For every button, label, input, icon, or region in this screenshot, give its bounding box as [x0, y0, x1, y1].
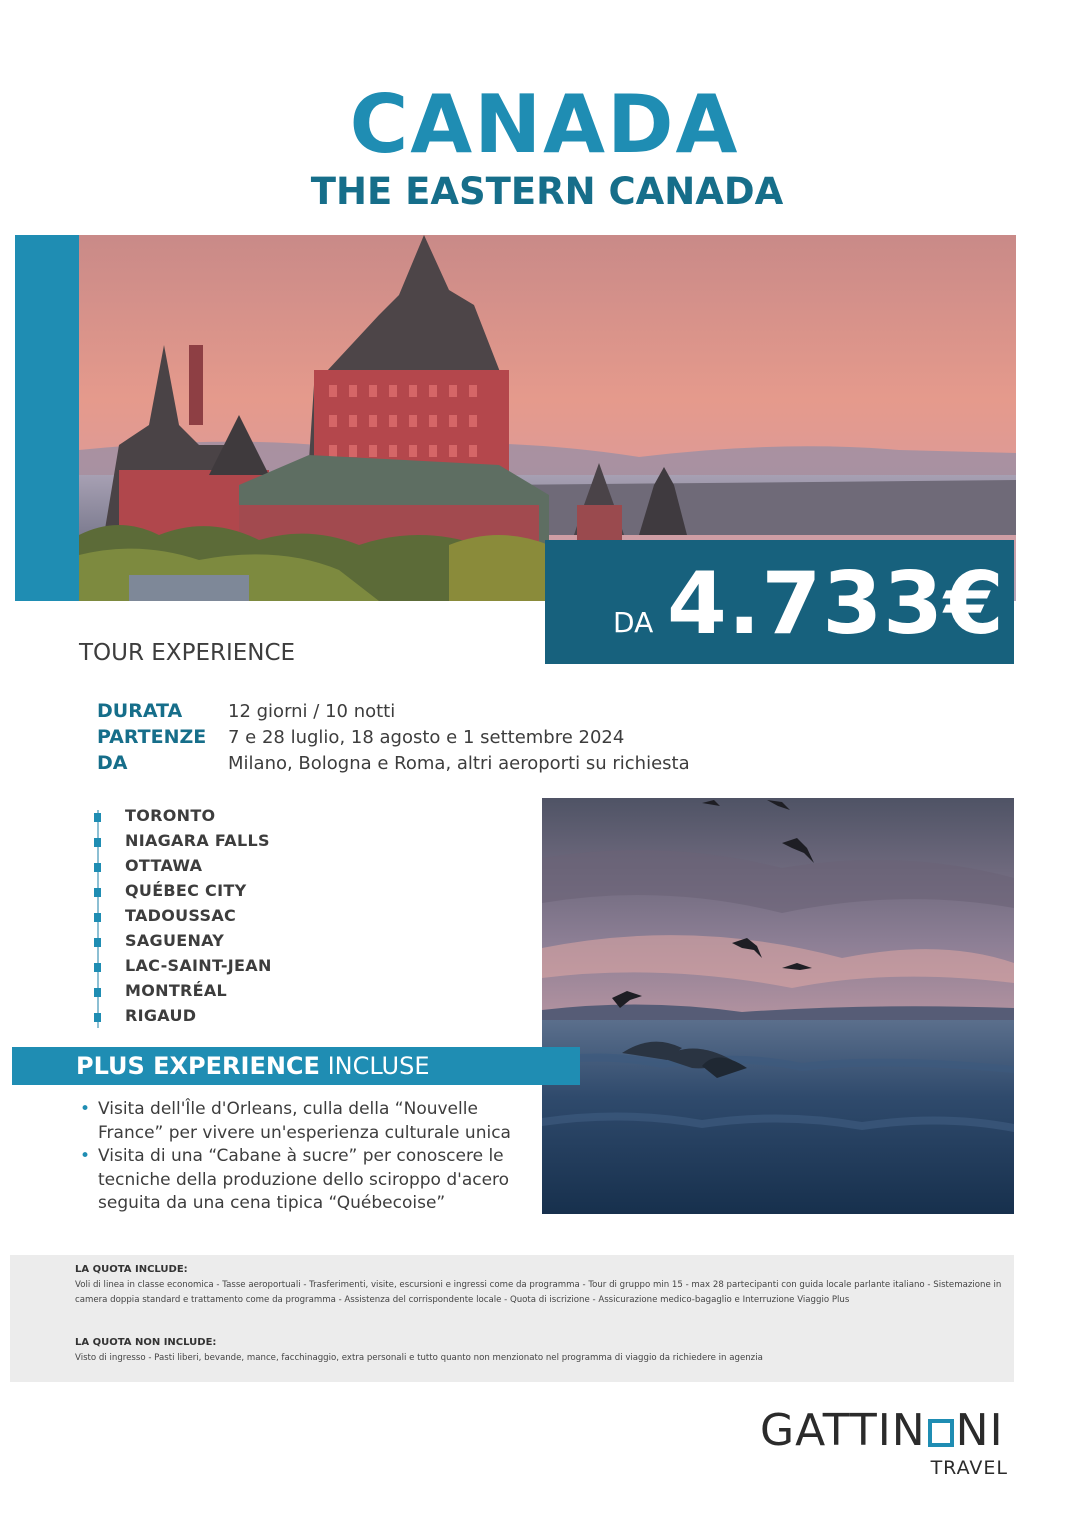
departure-from-label: DA	[97, 752, 128, 774]
stop-marker-icon	[94, 963, 101, 972]
stop-marker-icon	[94, 913, 101, 922]
whale-seascape-photo	[542, 798, 1014, 1214]
itinerary-stop-label: SAGUENAY	[125, 931, 225, 950]
plus-experience-item	[80, 1098, 540, 1145]
plus-experience-item	[80, 1145, 540, 1216]
plus-experience-title	[76, 1052, 430, 1080]
itinerary-stop-label: RIGAUD	[125, 1006, 197, 1025]
plus-experience-banner	[12, 1047, 580, 1085]
excludes-text: Visto di ingresso - Pasti liberi, bevande, mance, facchinaggio, extra personali e tutto quanto non menzionato nel programma di viaggio da richiedere in agenzia	[75, 1353, 763, 1363]
plus-experience-title-rest: INCLUSE	[319, 1052, 430, 1080]
stop-marker-icon	[94, 863, 101, 872]
bullet-icon: •	[80, 1146, 91, 1166]
itinerary-stop-label: NIAGARA FALLS	[125, 831, 270, 850]
plus-experience-list	[80, 1098, 540, 1216]
itinerary-stop-label: TORONTO	[125, 806, 216, 825]
itinerary-stop-label: QUÉBEC CITY	[125, 881, 247, 900]
stop-marker-icon	[94, 1013, 101, 1022]
fine-print-box	[10, 1255, 1014, 1382]
itinerary-stop-label: OTTAWA	[125, 856, 203, 875]
hero-accent-stripe	[15, 235, 79, 601]
plus-experience-item-text: Visita di una “Cabane à sucre” per conoscere le tecniche della produzione dello sciroppo d'acero seguita da una cena tipica “Québecoise”	[98, 1146, 510, 1213]
itinerary-stop-label: LAC-SAINT-JEAN	[125, 956, 272, 975]
page-subtitle: THE EASTERN CANADA	[310, 170, 784, 213]
includes-heading: LA QUOTA INCLUDE:	[75, 1264, 188, 1275]
stop-marker-icon	[94, 938, 101, 947]
stop-marker-icon	[94, 988, 101, 997]
logo-wordmark-right: NI	[955, 1405, 1004, 1456]
price-prefix: DA	[613, 606, 654, 639]
stop-marker-icon	[94, 888, 101, 897]
departure-from-value: Milano, Bologna e Roma, altri aeroporti su richiesta	[228, 753, 690, 774]
stop-marker-icon	[94, 838, 101, 847]
departures-label: PARTENZE	[97, 726, 207, 748]
excludes-heading: LA QUOTA NON INCLUDE:	[75, 1337, 217, 1348]
logo-square-icon	[928, 1419, 954, 1447]
itinerary-stop-label: TADOUSSAC	[125, 906, 237, 925]
plus-experience-title-bold: PLUS EXPERIENCE	[76, 1052, 320, 1080]
logo-wordmark	[760, 1405, 1004, 1456]
itinerary-list	[94, 806, 272, 1028]
itinerary-stop-label: MONTRÉAL	[125, 981, 228, 1000]
includes-text: Voli di linea in classe economica - Tasse aeroportuali - Trasferimenti, visite, escursioni e ingressi come da programma - Tour di gruppo min 15 - max 28 partecipanti con guida locale parlante italiano - Sistemazione in camera doppia standard e trattamento come da programma - Assistenza del corrispondente locale - Quota di iscrizione - Assicurazione medico-bagaglio e Interruzione Viaggio Plus	[75, 1280, 1002, 1305]
logo-subtitle: TRAVEL	[930, 1457, 1008, 1479]
gattinoni-logo	[760, 1405, 1010, 1485]
duration-value: 12 giorni / 10 notti	[228, 701, 396, 722]
bullet-icon: •	[80, 1099, 91, 1119]
logo-wordmark-left: GATTIN	[760, 1405, 926, 1456]
page-title: CANADA	[349, 78, 740, 171]
stop-marker-icon	[94, 813, 101, 822]
price-box	[545, 540, 1014, 664]
plus-experience-item-text: Visita dell'Île d'Orleans, culla della “Nouvelle France” per vivere un'esperienza culturale unica	[98, 1099, 511, 1143]
tour-experience-label: TOUR EXPERIENCE	[79, 640, 296, 666]
price-value: 4.733€	[667, 554, 1005, 654]
departures-value: 7 e 28 luglio, 18 agosto e 1 settembre 2024	[228, 727, 625, 748]
duration-label: DURATA	[97, 700, 183, 722]
